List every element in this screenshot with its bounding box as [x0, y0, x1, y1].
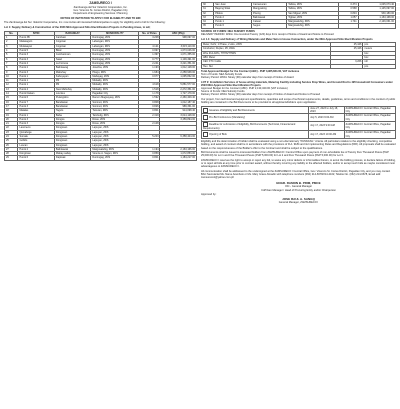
- cell-poles: 1.193: [139, 66, 160, 70]
- cell-sitio: Purok 3B: [18, 36, 54, 40]
- cell-no: 21: [5, 122, 18, 126]
- cell-barangay: Dongosan: [54, 126, 90, 130]
- cell-abc: 1,045,073.40: [358, 3, 395, 7]
- cell-no: 19: [5, 113, 18, 117]
- cell-quantity: 3,266: [330, 60, 363, 64]
- cell-date: July 5, 2023 9:00 AM: [309, 114, 345, 122]
- cell-municipality: Margosatubig, ZDS: [287, 24, 339, 28]
- cell-material: ABC Meter: [202, 55, 331, 59]
- table-row: [5, 156, 197, 160]
- cell-sitio: Purok 6: [214, 24, 252, 28]
- cell-no: 5: [5, 53, 18, 57]
- cell-barangay: New Mabuhay: [54, 87, 90, 91]
- cell-municipality: Tigbao, ZDS: [287, 15, 339, 19]
- signatory-2-role: General Manager, ZAMSURECO I: [278, 201, 319, 205]
- cell-no: 27: [5, 147, 18, 151]
- cell-municipality: Tabina, ZDS: [287, 7, 339, 11]
- cell-poles: 1.518: [139, 87, 160, 91]
- cell-no: 9: [5, 70, 18, 74]
- cell-poles: 1.397: [139, 53, 160, 57]
- schedule-activity-label: Issuance of Eligibility and Bid Documents: [209, 108, 255, 112]
- cell-no: 25: [5, 139, 18, 143]
- cell-material: Conductor, Duplex, #6, AWG: [202, 47, 331, 51]
- cell-barangay: Seguo: [252, 24, 287, 28]
- cell-sitio: Gollido: [18, 139, 54, 143]
- cell-no: 26: [5, 143, 18, 147]
- cell-abc: 1,184,217.00: [160, 156, 197, 160]
- cell-sitio: Purok 4: [18, 87, 54, 91]
- org-full-name: Zamboanga del Sur I Electric Cooperative, Inc.: [73, 5, 128, 9]
- checkbox-icon: [203, 132, 208, 137]
- cell-municipality: Labangan, ZDS: [91, 40, 139, 44]
- cell-no: 24: [5, 134, 18, 138]
- cell-abc: 6,358,404.00: [160, 134, 197, 138]
- cell-sitio: Matalas: [18, 109, 54, 113]
- cell-barangay: Camanucan: [252, 3, 287, 7]
- paragraph-3: Bid Documents shall be issued to interested bidders from ZAMSURECO I Central Office upon payment of non-refundable fee of Twenty Five Thousand Pesos (PHP 25,000.00) for Lot 1 and Five Thousand Pesos (PHP 5,000.00) for Lot 2 and Five Thousand Pesos (PHP 5,000.00) for Lot 3.: [201, 151, 389, 158]
- cell-barangay: Mabuhay: [54, 70, 90, 74]
- cell-sitio: Purok 6: [18, 156, 54, 160]
- materials-table: [201, 42, 396, 69]
- cell-municipality: Margosatubig, ZDS: [287, 20, 339, 24]
- table-row: [202, 24, 396, 28]
- schedule-table: [201, 106, 396, 139]
- lot2-delivery: Delivery Period: Within Ninety (90) calendar days from receipt of Notice of Award and Notice to Proceed: [201, 93, 321, 96]
- cell-abc: 2,258,938.00: [160, 70, 197, 74]
- cell-municipality: Pitogo, ZDS: [91, 70, 139, 74]
- cell-sitio: Purok 1: [18, 74, 54, 78]
- cell-municipality: Tukuran, ZDS: [91, 109, 139, 113]
- cell-municipality: Tabina, ZDS: [287, 3, 339, 7]
- cell-municipality: Dumingag, ZDS: [91, 57, 139, 61]
- cell-poles: 2.241: [139, 61, 160, 65]
- cell-municipality: Dumingag, ZDS: [91, 61, 139, 65]
- cell-barangay: Bandtacan: [54, 100, 90, 104]
- cell-no: 15: [5, 96, 18, 100]
- cell-no: 6: [5, 57, 18, 61]
- cell-sitio: Dongiman: [18, 152, 54, 156]
- cell-abc: 1,012,187.40: [160, 100, 197, 104]
- materials-table-body: [202, 43, 396, 69]
- cell-municipality: Dumingag, ZDS: [91, 53, 139, 57]
- cell-abc: 2,272,351.00: [160, 87, 197, 91]
- cell-abc: 989,361.00: [160, 104, 197, 108]
- cell-poles: 0.808: [139, 100, 160, 104]
- cell-no: 30: [202, 3, 214, 7]
- cell-abc: 1,727,179.00: [160, 92, 197, 96]
- cell-barangay: Dongos: [54, 117, 90, 121]
- cell-unit: box: [363, 51, 396, 55]
- lot2-source: Source of Funds: NEA Subsidy Funds: [201, 89, 245, 93]
- cell-municipality: Ramon Magsaysay, ZDS: [91, 96, 139, 100]
- cell-barangay: La Fortuna: [54, 61, 90, 65]
- cell-no: 8: [5, 66, 18, 70]
- cell-abc: 3,459,894.00: [160, 117, 197, 121]
- cell-sitio: Purok 3: [18, 53, 54, 57]
- cell-sitio: Sumale: [18, 134, 54, 138]
- cell-barangay: Tagulo: [54, 109, 90, 113]
- cell-poles: 4.121: [139, 44, 160, 48]
- checkbox-icon: [203, 108, 208, 113]
- lot1b-title: Lot 1.1: Supply and Delivery of Wiring Materials and Meter Sets in House Connection, under the NEA Approved Sitio Electrification Projects: [201, 37, 373, 41]
- cell-municipality: Midsalip, ZDS: [91, 79, 139, 83]
- cell-sitio: Luscan: [18, 143, 54, 147]
- paragraph-1: Our project, from technical and equipment specifications, quantities and scope of technical requirements, details, guidelines, terms and conditions in the conduct of public bidding are contained in the Bid Documents to be provided to all applicants/bidders upon application.: [201, 97, 396, 104]
- col-poles: No. of Poles: [139, 31, 160, 35]
- cell-municipality: Lapuyan, ZDS: [91, 143, 139, 147]
- cell-sitio: Malasaguin: [18, 40, 54, 44]
- cell-barangay: Saad: [54, 57, 90, 61]
- cell-material: CEC FTC Cable: [202, 60, 331, 64]
- cell-barangay: Bikal: [54, 49, 90, 53]
- cell-no: 17: [5, 104, 18, 108]
- cell-barangay: Bandtacan: [54, 104, 90, 108]
- col-abc: ABC (Php): [160, 31, 197, 35]
- cell-poles: 0.826: [139, 104, 160, 108]
- cell-unit: pcs: [363, 43, 396, 47]
- cell-sitio: Purok Daisan: [18, 92, 54, 96]
- cell-barangay: Mabay-sabay: [54, 152, 90, 156]
- cell-poles: 0.977: [139, 74, 160, 78]
- table-row: [202, 131, 396, 139]
- cell-sitio: Purok 3: [18, 117, 54, 121]
- cell-municipality: Lapuyan, ZDS: [91, 134, 139, 138]
- cell-sitio: Purok 1: [214, 20, 252, 24]
- cell-sitio: Purok 7: [18, 100, 54, 104]
- cell-quantity: [330, 64, 363, 68]
- cell-sitio: Purok 3: [18, 70, 54, 74]
- cell-abc: 2,163,166.00: [160, 147, 197, 151]
- sitio-table-continued-body: [202, 3, 396, 29]
- cell-no: 34: [202, 20, 214, 24]
- cell-abc: 1,673,046.00: [160, 49, 197, 53]
- cell-sitio: Purok 2: [18, 66, 54, 70]
- table-row: [202, 114, 396, 122]
- cell-poles: [339, 24, 359, 28]
- schedule-table-body: [202, 106, 396, 138]
- signature-block-1: [201, 182, 396, 192]
- table-row: [202, 64, 396, 68]
- table-row: [202, 106, 396, 114]
- sitio-table-body: [5, 36, 197, 161]
- cell-no: 20: [5, 117, 18, 121]
- cell-no: 16: [5, 100, 18, 104]
- cell-abc: [358, 24, 395, 28]
- cell-municipality: Sominot, ZDS: [91, 104, 139, 108]
- cell-poles: 1.194: [139, 147, 160, 151]
- cell-no: 33: [202, 15, 214, 19]
- cell-date: July 17, 2023 10:00 AM: [309, 131, 345, 139]
- sitio-table-continued: [201, 2, 396, 29]
- cell-sitio: Quinaboge: [18, 130, 54, 134]
- cell-barangay: Lourdes: [54, 92, 90, 96]
- signatory-1-subtitle: CoP/Gen Manager / Head of Procuring Entity and/or Chairperson: [261, 188, 336, 192]
- cell-municipality: Lapuyan, ZDS: [91, 130, 139, 134]
- left-column: [4, 0, 197, 161]
- cell-sitio: Purok 2: [214, 15, 252, 19]
- cell-sitio: Purok 5: [18, 49, 54, 53]
- cell-abc: 3,221,351.00: [160, 61, 197, 65]
- cell-municipality: Sominot, ZDS: [91, 100, 139, 104]
- delivery-period: DELIVERY PERIOD: Within One Hundred Twenty (120) days from receipt of Notice of Award and Notice to Proceed: [201, 33, 334, 37]
- cell-activity: [202, 121, 309, 130]
- cell-poles: 5.203: [139, 134, 160, 138]
- org-department: Department of Engineering Services / Planning: [73, 11, 128, 15]
- cell-no: 1: [5, 36, 18, 40]
- cell-no: 22: [5, 126, 18, 130]
- cell-material: Meter, Kwhr, 1 Phase, 2 wire, 230V: [202, 43, 331, 47]
- cell-quantity: 25,446: [330, 43, 363, 47]
- paragraph-5: All communication shall be addressed to the undersigned at the ZAMSURECO I Central Office, Gov. Vicencio St. Cortes District, Pagadian City, and you may contact BAC Secretariat Ms. Name Arambulo or Ms. Mary Grace Almadin with telephone numbers (062) 214-6678/214-2102; Telefax No. (062) 214-6678, Email add: zamsureco1@yahoo.com.ph: [201, 169, 391, 179]
- lot2-abc: Approved Budget for the Contract (ABC): PHP 2,133,340.00 (VAT inclusive): [201, 86, 288, 90]
- approved-by-label: Approved by:: [201, 192, 217, 196]
- cell-sitio: Pilotos: [214, 11, 252, 15]
- cell-municipality: Lapuyan, ZDS: [91, 126, 139, 130]
- cell-abc: 1,109,491.00: [160, 57, 197, 61]
- paragraph-4: ZAMSURECO I reserves the right to accept or reject any bid, to waive any minor defects or informalities therein, to annul the bidding process, to declare failure of bidding, or to reject all bids at any time prior to contract award, without thereby incurring any liability to the affected bidders, and/or to accept such bids as maybe considered most advantageous to ZAMSURECO I.: [201, 158, 396, 169]
- cell-municipality: Lapuyan, ZDS: [91, 139, 139, 143]
- cell-sitio: Purok 3: [18, 57, 54, 61]
- cell-poles: 0.859: [139, 152, 160, 156]
- cell-poles: 3.208: [139, 36, 160, 40]
- cell-no: 31: [202, 7, 214, 11]
- cell-sitio: Purok 3: [18, 122, 54, 126]
- cell-sitio: Purok 4: [18, 61, 54, 65]
- cell-sitio: Mulawayan: [18, 44, 54, 48]
- cell-no: 4: [5, 49, 18, 53]
- cell-no: 3: [5, 44, 18, 48]
- signature-block-2: [201, 198, 396, 205]
- lot2-title: LOT 2: Installation Services of house wiring materials, Metering Facility including Service Drop Wires, and Ground Rod to 495 Household Consumers under 2023 NEA Approved Sitio Electrification Projects: [201, 80, 393, 87]
- cell-abc: 914,098.40: [160, 109, 197, 113]
- cell-activity: [202, 114, 309, 122]
- cell-material: Wire #14 AWG, THHN/THWN: [202, 51, 331, 55]
- cell-poles: 0.801: [139, 109, 160, 113]
- cell-barangay: Dongosan: [54, 134, 90, 138]
- cell-barangay: Dongosan: [54, 143, 90, 147]
- cell-poles: 0.374: [339, 3, 359, 7]
- cell-no: 32: [202, 11, 214, 15]
- signatory-2-name: JOSE RAUL A. SANGQ: [282, 196, 315, 201]
- cell-barangay: Kabuyayan: [54, 74, 90, 78]
- cell-barangay: Cogonan: [54, 40, 90, 44]
- cell-abc: 3,014,128.00: [160, 113, 197, 117]
- cell-abc: 1,072,853.00: [160, 152, 197, 156]
- col-barangay: BARANGAY: [54, 31, 90, 35]
- cell-municipality: Dumingag, ZDS: [91, 156, 139, 160]
- cell-barangay: Pili: [54, 83, 90, 87]
- cell-sitio: Purok 1: [18, 113, 54, 117]
- cell-abc: 1,071,355.00: [160, 53, 197, 57]
- cell-barangay: Dongosan: [54, 130, 90, 134]
- cell-abc: 5,881,577.00: [160, 83, 197, 87]
- cell-barangay: Dapiwak: [54, 156, 90, 160]
- cell-barangay: Pulanglubo: [54, 96, 90, 100]
- cell-no: 14: [5, 92, 18, 96]
- cell-sitio: Purok 1: [18, 83, 54, 87]
- cell-municipality: San Miguel, ZDS: [287, 11, 339, 15]
- cell-abc: 1,095,862.00: [160, 74, 197, 78]
- cell-abc: 1,612,128.00: [160, 66, 197, 70]
- cell-poles: 1.741: [339, 20, 359, 24]
- cell-poles: 0.568: [339, 7, 359, 11]
- cell-poles: 0.801: [139, 156, 160, 160]
- cell-barangay: Dongos: [54, 122, 90, 126]
- cell-no: 23: [5, 130, 18, 134]
- cell-quantity: 25,446: [330, 47, 363, 51]
- cell-municipality: Dinas, ZDS: [91, 122, 139, 126]
- cell-sitio: Purok 2: [18, 147, 54, 151]
- cell-barangay: Guinbaronan: [54, 53, 90, 57]
- cell-municipality: Vicente A. Sagun, ZDS: [91, 152, 139, 156]
- cell-barangay: Baba: [54, 113, 90, 117]
- source-funds: SOURCE OF FUNDS: NEA SUBSIDY FUNDS: [201, 30, 255, 34]
- cell-barangay: Balintawak: [54, 147, 90, 151]
- cell-municipality: Labangan, ZDS: [91, 44, 139, 48]
- cell-abc: 1,145,097.00: [358, 7, 395, 11]
- cell-poles: 1.178: [139, 92, 160, 96]
- cell-poles: 1.684: [139, 70, 160, 74]
- letterhead: [4, 0, 197, 20]
- cell-no: 2: [5, 40, 18, 44]
- cell-poles: 4.618: [139, 83, 160, 87]
- cell-abc: 1,163,168.00: [358, 15, 395, 19]
- cell-activity: [202, 106, 309, 114]
- cell-municipality: Tambulig, ZDS: [91, 113, 139, 117]
- right-column: [201, 0, 396, 204]
- cell-barangay: Pili: [54, 79, 90, 83]
- cell-no: 35: [202, 24, 214, 28]
- cell-barangay: Mangyalong: [252, 7, 287, 11]
- cell-abc: 930,180.00: [358, 11, 395, 15]
- col-sitio: SITIO: [18, 31, 54, 35]
- cell-poles: 2.108: [139, 122, 160, 126]
- checkbox-icon: [203, 115, 208, 120]
- cell-barangay: Caluan: [252, 20, 287, 24]
- cell-municipality: Midsalip, ZDS: [91, 83, 139, 87]
- cell-poles: 1.592: [139, 96, 160, 100]
- cell-material: Hex. Nut: [202, 64, 331, 68]
- col-municipality: MUNICIPALITY: [91, 31, 139, 35]
- cell-no: 18: [5, 109, 18, 113]
- table-row: [202, 121, 396, 130]
- cell-municipality: Midsalip, ZDS: [91, 87, 139, 91]
- cell-unit: box: [363, 55, 396, 59]
- paragraph-2: Eligibility and the determination of bidder shall be evaluated using a non-discretionary "PASS/FAIL" criteria. All particulars relative to the eligibility checking, competitive bidding, and award of contract shall be in accordance with the provisions of R.A. 9184 and its Implementing Rules and Regulations (IRR). All proposals shall be evaluated based on the responsiveness of the Bidder's offer to the Contract and shall be subject to the qualifications.: [201, 140, 396, 150]
- cell-no: 29: [5, 156, 18, 160]
- cell-poles: 1.057: [339, 15, 359, 19]
- cell-venue: ZAMSURECO I Central Office, Pagadian City: [344, 121, 395, 130]
- cell-municipality: Dumingag, ZDS: [91, 36, 139, 40]
- signatory-1-role: OIC - General Manager: [284, 185, 313, 189]
- cell-sitio: Lanoneco: [18, 126, 54, 130]
- cell-barangay: Pisong: [252, 11, 287, 15]
- cell-sitio: Purok 3: [18, 104, 54, 108]
- cell-no: 7: [5, 61, 18, 65]
- cell-barangay: Cogonan: [54, 44, 90, 48]
- cell-sitio: San Juan: [214, 3, 252, 7]
- cell-activity: [202, 131, 309, 139]
- cell-no: 11: [5, 79, 18, 83]
- cell-no: 28: [5, 152, 18, 156]
- schedule-activity-label: Deadline for submission of Eligibility, Bid Documents (Technical, Financial and Requirements): [203, 123, 296, 130]
- cell-no: 10: [5, 74, 18, 78]
- cell-unit: roll: [363, 60, 396, 64]
- cell-sitio: Purok 1: [18, 79, 54, 83]
- cell-venue: ZAMSURECO I Central Office, Pagadian City: [344, 131, 395, 139]
- cell-venue: ZAMSURECO I Central Office, Pagadian City: [344, 114, 395, 122]
- cell-municipality: Dinas, ZDS: [91, 117, 139, 121]
- cell-municipality: Dumingag, ZDS: [91, 49, 139, 53]
- abc-note: Total Approved Budget for the Contract (ABC) - PHP 3,965,824.00, VAT inclusive: [201, 69, 300, 73]
- cell-unit: pcs: [363, 64, 396, 68]
- cell-no: 13: [5, 87, 18, 91]
- org-address: Gov. Vicencio St. Cortes District, Pagadian City: [73, 8, 128, 12]
- col-no: No.: [5, 31, 18, 35]
- cell-poles: 2.319: [139, 113, 160, 117]
- cell-abc: 998,097.00: [160, 36, 197, 40]
- schedule-activity-label: Opening of Bids: [209, 133, 227, 137]
- intro-text: The Zamboanga del Sur I Electric Cooperative, Inc. now invites all interested bidders/parties to apply for eligibility and to bid for the following:: [4, 21, 166, 25]
- signatory-1-name: ENGR. RAMON B. PRIM, PMCE: [276, 180, 321, 185]
- cell-poles: 0.777: [139, 57, 160, 61]
- delivery-period-2: Delivery Period: Within Ninety (90) calendar days from receipt of Notice of Award: [201, 76, 294, 80]
- cell-no: 12: [5, 83, 18, 87]
- cell-abc: 2,460,409.40: [160, 96, 197, 100]
- org-name: ZAMSURECO I: [89, 1, 112, 5]
- cell-date: July 17, 2023 9:00 AM: [309, 121, 345, 130]
- cell-barangay: Balintawag: [54, 66, 90, 70]
- cell-municipality: Josefina, ZDS: [91, 66, 139, 70]
- terms-of-funds: Term of Funds: NEA Subsidy Funds: [201, 72, 243, 76]
- cell-municipality: Pagadian City: [91, 92, 139, 96]
- cell-barangay: Cambasi: [54, 36, 90, 40]
- cell-barangay: Dongosan: [54, 139, 90, 143]
- lot1-title: Lot 1: Supply, Delivery & Construction of the 2023 NEA Approved Sitio Electrification Projects in Pending Areas, to wit;: [4, 25, 151, 29]
- cell-sitio: Bagong Sikat: [214, 7, 252, 11]
- cell-municipality: Mahayag, ZDS: [91, 74, 139, 78]
- cell-barangay: Balintawak: [252, 15, 287, 19]
- cell-municipality: Margosatubig, ZDS: [91, 147, 139, 151]
- cell-poles: 0.804: [339, 11, 359, 15]
- cell-abc: 2,146,061.00: [358, 20, 395, 24]
- notice-title: NOTICE OF INVITATION TO APPLY FOR ELIGIBILITY AND TO BID: [60, 16, 141, 20]
- cell-abc: 3,615,110.00: [160, 44, 197, 48]
- cell-date: June 27, 2023 to July 18, 2023: [309, 106, 345, 114]
- cell-poles: 0.997: [139, 49, 160, 53]
- schedule-activity-label: Pre-Bid Conference (Mandatory): [209, 116, 246, 120]
- cell-unit: meters: [363, 47, 396, 51]
- cell-venue: ZAMSURECO I Central Office, Pagadian City: [344, 106, 395, 114]
- cell-sitio: Purok 6: [18, 96, 54, 100]
- sitio-table: [4, 31, 197, 161]
